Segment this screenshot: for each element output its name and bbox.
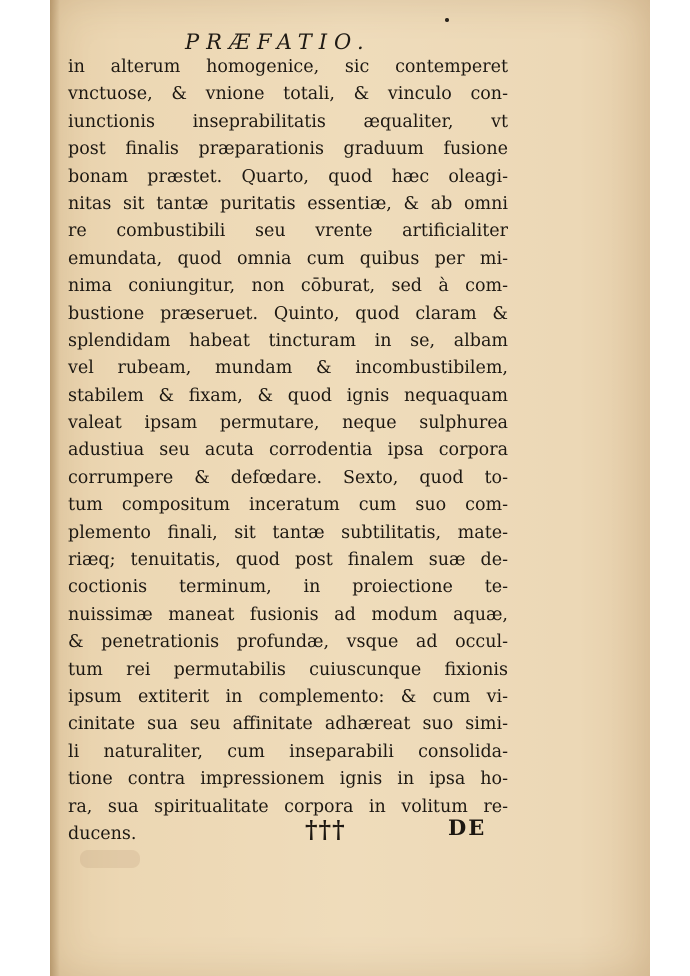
text-line: coctionis terminum, in proiectione te- <box>68 577 508 598</box>
text-line: adustiua seu acuta corrodentia ipsa corpora <box>68 440 508 461</box>
text-line: tum compositum inceratum cum suo com- <box>68 495 508 516</box>
text-line: nitas sit tantæ puritatis essentiæ, & ab omni <box>68 193 508 214</box>
text-line: ducens. <box>68 823 137 844</box>
text-line: corrumpere & defœdare. Sexto, quod to- <box>68 467 508 488</box>
text-line: splendidam habeat tincturam in se, albam <box>68 330 508 351</box>
text-line: iunctionis inseprabilitatis æqualiter, vt <box>68 111 508 132</box>
text-line: in alterum homogenice, sic contemperet <box>68 57 508 77</box>
text-line: stabilem & fixam, & quod ignis nequaquam <box>68 385 508 406</box>
text-line: li naturaliter, cum inseparabili consolida- <box>68 741 508 762</box>
signature-mark: ††† <box>305 815 346 844</box>
book-page <box>50 0 650 976</box>
text-line: tum rei permutabilis cuiuscunque fixionis <box>68 659 508 680</box>
text-line: nuissimæ maneat fusionis ad modum aquæ, <box>68 604 508 625</box>
text-line: tione contra impressionem ignis in ipsa ho- <box>68 769 508 790</box>
text-line: riæq; tenuitatis, quod post finalem suæ de- <box>68 550 508 571</box>
text-line: ra, sua spiritualitate corpora in volitum re- <box>68 796 508 817</box>
text-line: bonam præstet. Quarto, quod hæc oleagi- <box>68 166 508 187</box>
ink-mark <box>445 18 449 22</box>
text-block <box>68 54 508 848</box>
text-line: re combustibili seu vrente artificialiter <box>68 221 508 242</box>
text-line: & penetrationis profundæ, vsque ad occul- <box>68 632 508 653</box>
text-line: valeat ipsam permutare, neque sulphurea <box>68 413 508 434</box>
page-header: PRÆFATIO. <box>185 30 371 54</box>
text-line: nima coniungitur, non cōburat, sed à com- <box>68 276 508 297</box>
text-line: emundata, quod omnia cum quibus per mi- <box>68 248 508 269</box>
catchword: DE <box>448 815 487 840</box>
text-line: plemento finali, sit tantæ subtilitatis, mate- <box>68 522 508 543</box>
text-line: cinitate sua seu affinitate adhæreat suo simi- <box>68 714 508 735</box>
page-footer <box>50 815 650 851</box>
text-line: vnctuose, & vnione totali, & vinculo con- <box>68 84 508 105</box>
text-line: ipsum extiterit in complemento: & cum vi- <box>68 686 508 707</box>
paper-stain <box>80 850 140 868</box>
text-line: post finalis præparationis graduum fusione <box>68 139 508 160</box>
text-line: vel rubeam, mundam & incombustibilem, <box>68 358 508 379</box>
text-line: bustione præseruet. Quinto, quod claram & <box>68 303 508 324</box>
